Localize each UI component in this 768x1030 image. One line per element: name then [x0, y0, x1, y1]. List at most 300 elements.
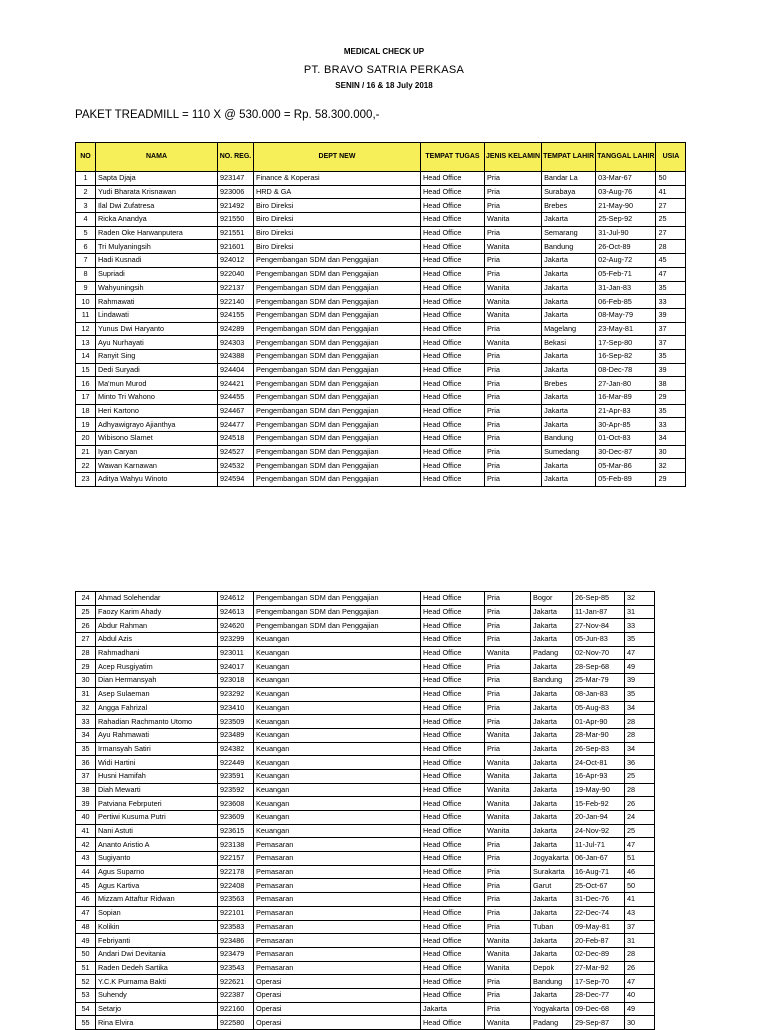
cell-tempat-lahir: Jakarta: [542, 391, 596, 405]
cell-no: 19: [76, 418, 96, 432]
cell-dept: Keuangan: [254, 824, 421, 838]
cell-nama: Dian Hermansyah: [96, 674, 218, 688]
cell-nama: Irmansyah Satiri: [96, 742, 218, 756]
table-row: [76, 715, 655, 729]
table-row: [76, 592, 655, 606]
cell-tempat-lahir: Jakarta: [531, 988, 573, 1002]
cell-no-reg: 922040: [218, 267, 254, 281]
cell-tempat-lahir: Jakarta: [531, 660, 573, 674]
table-row: [76, 391, 686, 405]
cell-no-reg: 922137: [218, 281, 254, 295]
cell-jenis-kelamin: Pria: [485, 377, 542, 391]
cell-tempat-lahir: Brebes: [542, 377, 596, 391]
cell-dept: Pengembangan SDM dan Penggajian: [254, 322, 421, 336]
cell-dept: Keuangan: [254, 797, 421, 811]
cell-tempat-tugas: Head Office: [421, 322, 485, 336]
cell-no-reg: 922157: [218, 852, 254, 866]
table-row: [76, 199, 686, 213]
cell-usia: 46: [625, 865, 655, 879]
cell-tempat-lahir: Jakarta: [531, 756, 573, 770]
cell-nama: Setarjo: [96, 1002, 218, 1016]
cell-dept: Pemasaran: [254, 879, 421, 893]
cell-nama: Wahyuningsih: [96, 281, 218, 295]
cell-no: 32: [76, 701, 96, 715]
cell-no: 46: [76, 893, 96, 907]
header-nama: NAMA: [96, 143, 218, 172]
cell-tanggal-lahir: 21-May-90: [596, 199, 656, 213]
cell-no-reg: 923608: [218, 797, 254, 811]
cell-tempat-tugas: Head Office: [421, 404, 485, 418]
cell-no: 8: [76, 267, 96, 281]
cell-nama: Yunus Dwi Haryanto: [96, 322, 218, 336]
cell-tempat-lahir: Jakarta: [531, 701, 573, 715]
cell-jenis-kelamin: Pria: [485, 660, 531, 674]
cell-jenis-kelamin: Pria: [485, 674, 531, 688]
cell-tanggal-lahir: 01-Oct-83: [596, 432, 656, 446]
cell-dept: Pengembangan SDM dan Penggajian: [254, 404, 421, 418]
cell-no: 29: [76, 660, 96, 674]
company-name: PT. BRAVO SATRIA PERKASA: [303, 64, 465, 76]
header-tempat-tugas: TEMPAT TUGAS: [421, 143, 485, 172]
cell-dept: Pengembangan SDM dan Penggajian: [254, 592, 421, 606]
cell-dept: Pengembangan SDM dan Penggajian: [254, 473, 421, 487]
cell-no: 38: [76, 783, 96, 797]
cell-usia: 43: [625, 906, 655, 920]
cell-no: 21: [76, 445, 96, 459]
cell-no-reg: 921601: [218, 240, 254, 254]
cell-dept: Operasi: [254, 1002, 421, 1016]
cell-jenis-kelamin: Wanita: [485, 646, 531, 660]
cell-dept: Pengembangan SDM dan Penggajian: [254, 619, 421, 633]
cell-no-reg: 923011: [218, 646, 254, 660]
cell-tanggal-lahir: 27-Mar-92: [573, 961, 625, 975]
cell-jenis-kelamin: Pria: [485, 418, 542, 432]
cell-usia: 26: [625, 797, 655, 811]
cell-tempat-lahir: Jakarta: [531, 824, 573, 838]
cell-no: 43: [76, 852, 96, 866]
cell-tempat-tugas: Head Office: [421, 281, 485, 295]
table-row: [76, 267, 686, 281]
cell-tempat-tugas: Head Office: [421, 701, 485, 715]
table-row: [76, 687, 655, 701]
cell-no-reg: 924388: [218, 349, 254, 363]
employee-table-top: [75, 142, 686, 487]
table-header-row: [76, 143, 686, 172]
cell-no-reg: 923299: [218, 633, 254, 647]
table-row: [76, 445, 686, 459]
cell-jenis-kelamin: Pria: [485, 254, 542, 268]
cell-jenis-kelamin: Wanita: [485, 961, 531, 975]
cell-no-reg: 923018: [218, 674, 254, 688]
cell-no-reg: 921492: [218, 199, 254, 213]
cell-dept: Keuangan: [254, 742, 421, 756]
cell-tempat-lahir: Jakarta: [542, 418, 596, 432]
cell-tempat-lahir: Bandung: [542, 240, 596, 254]
cell-jenis-kelamin: Pria: [485, 226, 542, 240]
cell-tanggal-lahir: 29-Sep-87: [573, 1016, 625, 1030]
cell-jenis-kelamin: Wanita: [485, 947, 531, 961]
header-tempat-lahir: TEMPAT LAHIR: [542, 143, 596, 172]
cell-tempat-tugas: Head Office: [421, 783, 485, 797]
cell-no-reg: 923138: [218, 838, 254, 852]
table-row: [76, 742, 655, 756]
cell-tempat-tugas: Head Office: [421, 838, 485, 852]
cell-no-reg: 924017: [218, 660, 254, 674]
cell-tempat-lahir: Jakarta: [531, 838, 573, 852]
cell-tempat-tugas: Head Office: [421, 226, 485, 240]
cell-jenis-kelamin: Pria: [485, 975, 531, 989]
cell-no: 45: [76, 879, 96, 893]
cell-no: 37: [76, 769, 96, 783]
cell-usia: 28: [625, 715, 655, 729]
cell-dept: Pemasaran: [254, 934, 421, 948]
cell-no: 47: [76, 906, 96, 920]
cell-no-reg: 923489: [218, 728, 254, 742]
cell-dept: Pengembangan SDM dan Penggajian: [254, 349, 421, 363]
cell-tanggal-lahir: 16-Mar-89: [596, 391, 656, 405]
table-row: [76, 363, 686, 377]
cell-jenis-kelamin: Wanita: [485, 295, 542, 309]
cell-no: 4: [76, 213, 96, 227]
package-summary: PAKET TREADMILL = 110 X @ 530.000 = Rp. 58.300.000,-: [75, 109, 380, 121]
cell-no-reg: 922408: [218, 879, 254, 893]
cell-no-reg: 924289: [218, 322, 254, 336]
cell-jenis-kelamin: Wanita: [485, 797, 531, 811]
cell-jenis-kelamin: Pria: [485, 445, 542, 459]
cell-tanggal-lahir: 09-Dec-68: [573, 1002, 625, 1016]
cell-no: 28: [76, 646, 96, 660]
cell-dept: Keuangan: [254, 701, 421, 715]
cell-usia: 28: [625, 728, 655, 742]
cell-tempat-lahir: Jakarta: [531, 728, 573, 742]
cell-jenis-kelamin: Pria: [485, 852, 531, 866]
cell-jenis-kelamin: Wanita: [485, 728, 531, 742]
cell-usia: 33: [625, 619, 655, 633]
cell-usia: 30: [625, 1016, 655, 1030]
cell-jenis-kelamin: Pria: [485, 701, 531, 715]
cell-dept: Keuangan: [254, 660, 421, 674]
cell-usia: 25: [656, 213, 686, 227]
cell-no-reg: 922621: [218, 975, 254, 989]
table-row: [76, 377, 686, 391]
cell-no: 50: [76, 947, 96, 961]
cell-usia: 35: [625, 633, 655, 647]
cell-no-reg: 924404: [218, 363, 254, 377]
cell-tanggal-lahir: 28-Mar-90: [573, 728, 625, 742]
table-row: [76, 281, 686, 295]
cell-tempat-tugas: Head Office: [421, 473, 485, 487]
cell-nama: Febriyanti: [96, 934, 218, 948]
cell-tempat-tugas: Head Office: [421, 975, 485, 989]
table-row: [76, 879, 655, 893]
cell-jenis-kelamin: Wanita: [485, 281, 542, 295]
cell-no-reg: 924155: [218, 308, 254, 322]
cell-jenis-kelamin: Pria: [485, 185, 542, 199]
cell-tempat-lahir: Jogyakarta: [531, 852, 573, 866]
cell-tempat-tugas: Head Office: [421, 797, 485, 811]
cell-no-reg: 923563: [218, 893, 254, 907]
cell-usia: 30: [656, 445, 686, 459]
cell-no-reg: 923509: [218, 715, 254, 729]
cell-tempat-lahir: Bandung: [542, 432, 596, 446]
cell-usia: 36: [625, 756, 655, 770]
cell-nama: Asep Sulaeman: [96, 687, 218, 701]
cell-tempat-tugas: Head Office: [421, 391, 485, 405]
table-row: [76, 920, 655, 934]
cell-jenis-kelamin: Pria: [485, 619, 531, 633]
cell-nama: Ananto Aristio A: [96, 838, 218, 852]
cell-tanggal-lahir: 23-May-81: [596, 322, 656, 336]
table-row: [76, 893, 655, 907]
cell-no: 36: [76, 756, 96, 770]
cell-nama: Adhyawigrayo Ajianthya: [96, 418, 218, 432]
cell-usia: 47: [656, 267, 686, 281]
cell-tanggal-lahir: 20-Jan-94: [573, 811, 625, 825]
cell-nama: Patviana Febrputeri: [96, 797, 218, 811]
cell-usia: 35: [656, 404, 686, 418]
cell-tempat-lahir: Jakarta: [542, 363, 596, 377]
cell-jenis-kelamin: Pria: [485, 838, 531, 852]
cell-dept: Pengembangan SDM dan Penggajian: [254, 445, 421, 459]
cell-no-reg: 924421: [218, 377, 254, 391]
cell-tanggal-lahir: 02-Nov-70: [573, 646, 625, 660]
cell-no: 13: [76, 336, 96, 350]
cell-tempat-tugas: Head Office: [421, 418, 485, 432]
cell-no: 42: [76, 838, 96, 852]
cell-no: 30: [76, 674, 96, 688]
cell-dept: Biro Direksi: [254, 240, 421, 254]
cell-nama: Agus Suparno: [96, 865, 218, 879]
cell-no-reg: 924612: [218, 592, 254, 606]
cell-tanggal-lahir: 06-Jan-67: [573, 852, 625, 866]
table-row: [76, 619, 655, 633]
cell-no: 40: [76, 811, 96, 825]
cell-tempat-lahir: Bandar La: [542, 172, 596, 186]
cell-dept: Pengembangan SDM dan Penggajian: [254, 391, 421, 405]
cell-no-reg: 923583: [218, 920, 254, 934]
cell-no: 31: [76, 687, 96, 701]
cell-dept: Pemasaran: [254, 852, 421, 866]
cell-jenis-kelamin: Wanita: [485, 934, 531, 948]
cell-tempat-tugas: Head Office: [421, 295, 485, 309]
cell-no-reg: 924467: [218, 404, 254, 418]
cell-no-reg: 924594: [218, 473, 254, 487]
cell-tempat-tugas: Head Office: [421, 308, 485, 322]
cell-tempat-lahir: Brebes: [542, 199, 596, 213]
cell-jenis-kelamin: Wanita: [485, 769, 531, 783]
cell-tanggal-lahir: 06-Feb-85: [596, 295, 656, 309]
cell-tanggal-lahir: 11-Jul-71: [573, 838, 625, 852]
cell-jenis-kelamin: Wanita: [485, 1016, 531, 1030]
cell-nama: Agus Kartiva: [96, 879, 218, 893]
cell-tanggal-lahir: 11-Jan-87: [573, 605, 625, 619]
cell-usia: 37: [656, 336, 686, 350]
cell-dept: Keuangan: [254, 687, 421, 701]
cell-usia: 29: [656, 391, 686, 405]
cell-nama: Ricka Anandya: [96, 213, 218, 227]
cell-nama: Raden Oke Harwanputera: [96, 226, 218, 240]
cell-tanggal-lahir: 03-Mar-67: [596, 172, 656, 186]
cell-tempat-tugas: Head Office: [421, 377, 485, 391]
table-row: [76, 824, 655, 838]
cell-jenis-kelamin: Pria: [485, 893, 531, 907]
cell-no: 54: [76, 1002, 96, 1016]
cell-no: 11: [76, 308, 96, 322]
cell-no: 24: [76, 592, 96, 606]
cell-tempat-lahir: Jakarta: [542, 295, 596, 309]
cell-dept: Pengembangan SDM dan Penggajian: [254, 281, 421, 295]
cell-tanggal-lahir: 27-Nov-84: [573, 619, 625, 633]
cell-nama: Pertiwi Kusuma Putri: [96, 811, 218, 825]
cell-tanggal-lahir: 05-Feb-71: [596, 267, 656, 281]
cell-nama: Mizzam Attaftur Ridwan: [96, 893, 218, 907]
cell-no-reg: 922387: [218, 988, 254, 1002]
cell-no-reg: 924620: [218, 619, 254, 633]
cell-jenis-kelamin: Pria: [485, 742, 531, 756]
cell-tempat-tugas: Head Office: [421, 906, 485, 920]
cell-no-reg: 923006: [218, 185, 254, 199]
cell-jenis-kelamin: Wanita: [485, 213, 542, 227]
cell-no-reg: 923410: [218, 701, 254, 715]
cell-usia: 33: [656, 295, 686, 309]
cell-tempat-tugas: Head Office: [421, 336, 485, 350]
cell-nama: Heri Kartono: [96, 404, 218, 418]
cell-tempat-tugas: Head Office: [421, 811, 485, 825]
cell-tanggal-lahir: 31-Dec-76: [573, 893, 625, 907]
cell-no: 26: [76, 619, 96, 633]
cell-tempat-lahir: Yogyakarta: [531, 1002, 573, 1016]
cell-tempat-tugas: Head Office: [421, 728, 485, 742]
cell-dept: Keuangan: [254, 769, 421, 783]
table-row: [76, 459, 686, 473]
cell-no: 20: [76, 432, 96, 446]
cell-jenis-kelamin: Pria: [485, 473, 542, 487]
cell-no: 12: [76, 322, 96, 336]
cell-tanggal-lahir: 25-Mar-79: [573, 674, 625, 688]
cell-tempat-tugas: Head Office: [421, 267, 485, 281]
cell-jenis-kelamin: Pria: [485, 459, 542, 473]
cell-tanggal-lahir: 31-Jul-90: [596, 226, 656, 240]
cell-dept: Keuangan: [254, 633, 421, 647]
cell-tempat-tugas: Head Office: [421, 769, 485, 783]
cell-nama: Diah Mewarti: [96, 783, 218, 797]
cell-nama: Lindawati: [96, 308, 218, 322]
cell-tempat-tugas: Head Office: [421, 432, 485, 446]
cell-dept: Keuangan: [254, 783, 421, 797]
cell-dept: Pemasaran: [254, 920, 421, 934]
cell-nama: Rahadian Rachmanto Utomo: [96, 715, 218, 729]
cell-usia: 39: [656, 308, 686, 322]
cell-tempat-tugas: Head Office: [421, 349, 485, 363]
table-row: [76, 660, 655, 674]
cell-jenis-kelamin: Wanita: [485, 308, 542, 322]
cell-tanggal-lahir: 05-Jun-83: [573, 633, 625, 647]
cell-dept: Pengembangan SDM dan Penggajian: [254, 336, 421, 350]
cell-tanggal-lahir: 26-Oct-89: [596, 240, 656, 254]
cell-tanggal-lahir: 30-Dec-87: [596, 445, 656, 459]
cell-jenis-kelamin: Wanita: [485, 783, 531, 797]
cell-tempat-tugas: Head Office: [421, 172, 485, 186]
table-row: [76, 418, 686, 432]
cell-usia: 50: [656, 172, 686, 186]
cell-dept: Keuangan: [254, 756, 421, 770]
cell-jenis-kelamin: Wanita: [485, 240, 542, 254]
table-row: [76, 213, 686, 227]
cell-tempat-lahir: Jakarta: [542, 349, 596, 363]
cell-usia: 33: [656, 418, 686, 432]
cell-nama: Y.C.K Purnama Bakti: [96, 975, 218, 989]
cell-tempat-lahir: Jakarta: [531, 715, 573, 729]
cell-dept: Operasi: [254, 975, 421, 989]
cell-tempat-tugas: Head Office: [421, 756, 485, 770]
cell-usia: 27: [656, 226, 686, 240]
cell-usia: 49: [625, 660, 655, 674]
cell-no: 55: [76, 1016, 96, 1030]
cell-tanggal-lahir: 25-Sep-92: [596, 213, 656, 227]
cell-tempat-tugas: Head Office: [421, 660, 485, 674]
cell-dept: Pengembangan SDM dan Penggajian: [254, 418, 421, 432]
cell-tanggal-lahir: 16-Aug-71: [573, 865, 625, 879]
cell-dept: Keuangan: [254, 674, 421, 688]
table-row: [76, 756, 655, 770]
cell-jenis-kelamin: Pria: [485, 879, 531, 893]
cell-usia: 31: [625, 934, 655, 948]
cell-no-reg: 923615: [218, 824, 254, 838]
cell-usia: 35: [625, 687, 655, 701]
cell-dept: Biro Direksi: [254, 226, 421, 240]
cell-no-reg: 924382: [218, 742, 254, 756]
cell-nama: Minto Tri Wahono: [96, 391, 218, 405]
cell-usia: 47: [625, 646, 655, 660]
cell-jenis-kelamin: Pria: [485, 715, 531, 729]
cell-jenis-kelamin: Pria: [485, 363, 542, 377]
cell-no: 44: [76, 865, 96, 879]
cell-no: 53: [76, 988, 96, 1002]
cell-tanggal-lahir: 16-Sep-82: [596, 349, 656, 363]
cell-usia: 26: [625, 961, 655, 975]
table-row: [76, 701, 655, 715]
cell-nama: Acep Rusgiyatim: [96, 660, 218, 674]
cell-jenis-kelamin: Pria: [485, 988, 531, 1002]
table-row: [76, 226, 686, 240]
cell-no-reg: 922160: [218, 1002, 254, 1016]
cell-tempat-lahir: Padang: [531, 1016, 573, 1030]
cell-jenis-kelamin: Pria: [485, 322, 542, 336]
cell-no: 33: [76, 715, 96, 729]
table-row: [76, 865, 655, 879]
cell-nama: Ma'mun Murod: [96, 377, 218, 391]
cell-usia: 35: [656, 281, 686, 295]
cell-tempat-tugas: Head Office: [421, 1016, 485, 1030]
cell-tanggal-lahir: 17-Sep-80: [596, 336, 656, 350]
table-row: [76, 674, 655, 688]
header-dept-new: DEPT NEW: [254, 143, 421, 172]
cell-no: 41: [76, 824, 96, 838]
cell-no-reg: 922580: [218, 1016, 254, 1030]
cell-tempat-lahir: Padang: [531, 646, 573, 660]
cell-nama: Abdul Azis: [96, 633, 218, 647]
table-row: [76, 349, 686, 363]
cell-nama: Tri Mulyaningsih: [96, 240, 218, 254]
cell-tanggal-lahir: 22-Dec-74: [573, 906, 625, 920]
cell-tanggal-lahir: 02-Aug-72: [596, 254, 656, 268]
table-row: [76, 254, 686, 268]
cell-tempat-tugas: Head Office: [421, 865, 485, 879]
cell-tempat-lahir: Depok: [531, 961, 573, 975]
cell-dept: Pengembangan SDM dan Penggajian: [254, 432, 421, 446]
cell-no-reg: 923609: [218, 811, 254, 825]
cell-no-reg: 924527: [218, 445, 254, 459]
